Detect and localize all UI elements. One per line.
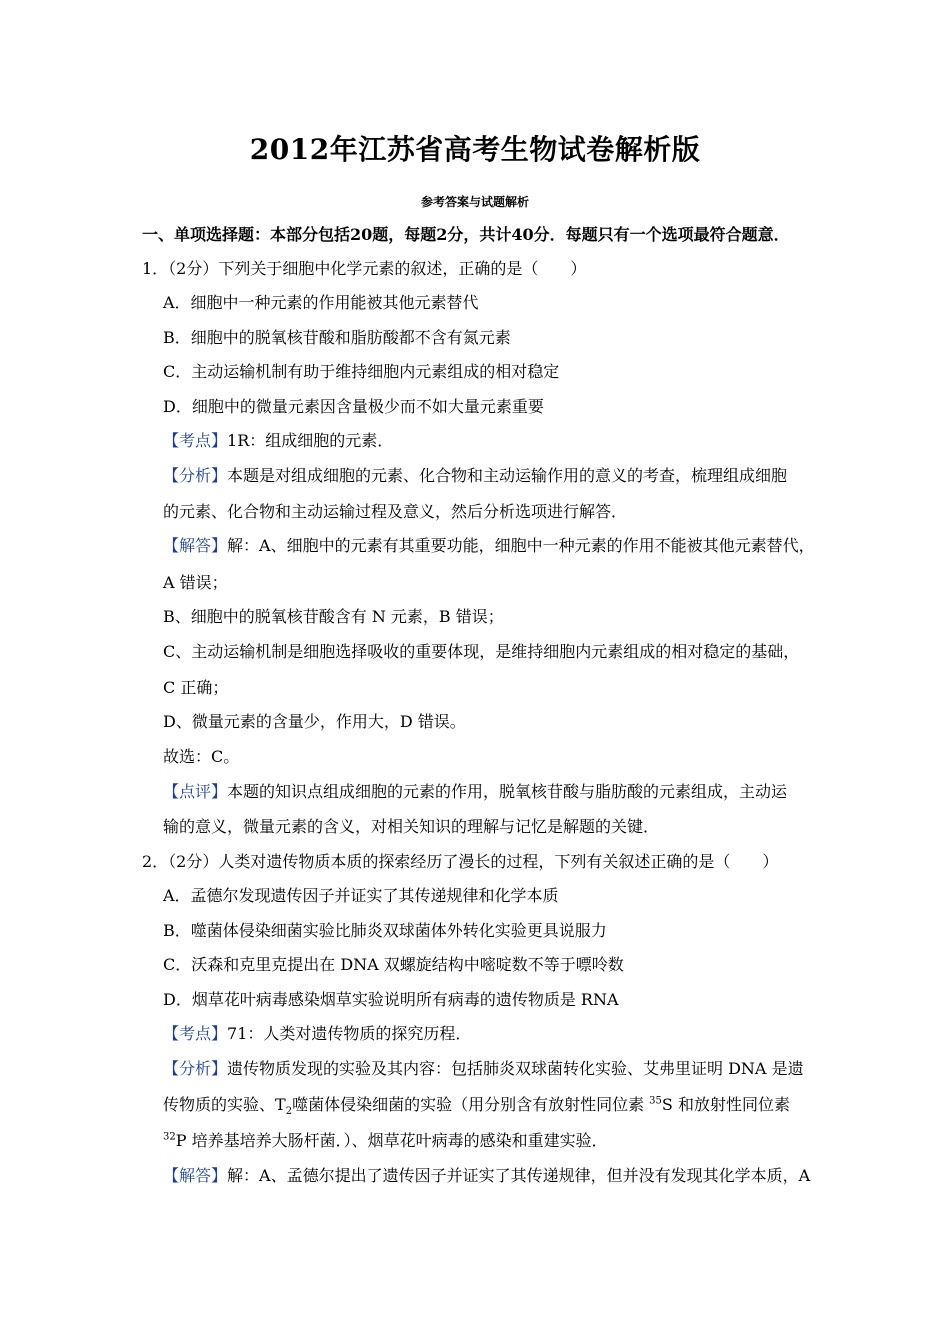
q2-option-a: A．孟德尔发现遗传因子并证实了其传递规律和化学本质	[163, 886, 559, 905]
q2-fenxi-text-1: 遗传物质发现的实验及其内容：包括肺炎双球菌转化实验、艾弗里证明 DNA 是遗	[227, 1059, 804, 1078]
q2-fenxi-2a: 传物质的实验、T	[163, 1095, 286, 1114]
q2-stem: 2．（2分）人类对遗传物质本质的探索经历了漫长的过程，下列有关叙述正确的是（ ）	[142, 852, 779, 871]
kaodian-tag: 【考点】	[163, 1024, 228, 1043]
q2-jieda	[163, 1165, 810, 1187]
q1-fenxi	[163, 465, 787, 487]
q1-dianping	[163, 781, 787, 803]
fenxi-tag: 【分析】	[163, 1059, 228, 1078]
q1-jieda-text-3: B、细胞中的脱氧核苷酸含有 N 元素，B 错误；	[163, 607, 504, 626]
q1-jieda	[163, 535, 815, 557]
dianping-tag: 【点评】	[163, 782, 228, 801]
q1-jieda-text-4: C、主动运输机制是细胞选择吸收的重要体现，是维持细胞内元素组成的相对稳定的基础，	[163, 642, 800, 661]
q2-fenxi-2c: S 和放射性同位素	[661, 1095, 790, 1114]
q1-stem: 1．（2分）下列关于细胞中化学元素的叙述，正确的是（ ）	[142, 259, 587, 278]
q1-option-d: D．细胞中的微量元素因含量极少而不如大量元素重要	[163, 397, 544, 416]
section-header: 一、单项选择题：本部分包括20题，每题2分，共计40分．每题只有一个选项最符合题意．	[142, 225, 790, 244]
q2-fenxi-2b: 噬菌体侵染细菌的实验（用分别含有放射性同位素	[292, 1095, 650, 1114]
q2-fenxi-text-2	[163, 1094, 790, 1116]
q2-option-c: C．沃森和克里克提出在 DNA 双螺旋结构中嘧啶数不等于嘌呤数	[163, 955, 624, 974]
q2-option-b: B．噬菌体侵染细菌实验比肺炎双球菌体外转化实验更具说服力	[163, 921, 607, 940]
q1-dianping-text-2: 输的意义，微量元素的含义，对相关知识的理解与记忆是解题的关键．	[163, 817, 660, 836]
q1-option-c: C．主动运输机制有助于维持细胞内元素组成的相对稳定	[163, 362, 560, 381]
jieda-tag: 【解答】	[163, 1166, 228, 1185]
page-subtitle: 参考答案与试题解析	[420, 195, 529, 209]
q1-option-a: A．细胞中一种元素的作用能被其他元素替代	[163, 293, 479, 312]
jieda-tag: 【解答】	[163, 536, 228, 555]
q1-fenxi-text-1: 本题是对组成细胞的元素、化合物和主动运输作用的意义的考查，梳理组成细胞	[227, 466, 788, 485]
p32-superscript: 32	[163, 1131, 176, 1143]
q2-fenxi-text-3	[163, 1130, 608, 1152]
q1-jieda-text-1: 解：A、细胞中的元素有其重要功能，细胞中一种元素的作用不能被其他元素替代，	[227, 536, 815, 555]
q1-option-b: B．细胞中的脱氧核苷酸和脂肪酸都不含有氮元素	[163, 328, 511, 347]
q2-option-d: D．烟草花叶病毒感染烟草实验说明所有病毒的遗传物质是 RNA	[163, 990, 619, 1009]
q1-fenxi-text-2: 的元素、化合物和主动运输过程及意义，然后分析选项进行解答．	[163, 502, 628, 521]
q1-jieda-text-6: D、微量元素的含量少，作用大，D 错误。	[163, 712, 466, 731]
kaodian-tag: 【考点】	[163, 431, 228, 450]
q2-jieda-text-1: 解：A、孟德尔提出了遗传因子并证实了其传递规律，但并没有发现其化学本质，A	[227, 1166, 811, 1185]
q2-fenxi-3: P 培养基培养大肠杆菌．）、烟草花叶病毒的感染和重建实验．	[175, 1131, 608, 1150]
q1-kaodian	[163, 430, 393, 452]
page-title: 2012年江苏省高考生物试卷解析版	[249, 133, 701, 166]
q2-kaodian-text: 71：人类对遗传物质的探究历程．	[227, 1024, 472, 1043]
q1-kaodian-text: 1R：组成细胞的元素．	[227, 431, 394, 450]
q1-jieda-text-2: A 错误；	[163, 573, 228, 592]
s35-superscript: 35	[649, 1095, 662, 1107]
q2-fenxi	[163, 1058, 804, 1080]
q1-dianping-text-1: 本题的知识点组成细胞的元素的作用，脱氧核苷酸与脂肪酸的元素组成，主动运	[227, 782, 788, 801]
q1-jieda-text-5: C 正确；	[163, 678, 229, 697]
fenxi-tag: 【分析】	[163, 466, 228, 485]
t2-subscript: 2	[285, 1106, 293, 1118]
q1-jieda-text-7: 故选：C。	[163, 747, 240, 766]
q2-kaodian	[163, 1023, 471, 1045]
